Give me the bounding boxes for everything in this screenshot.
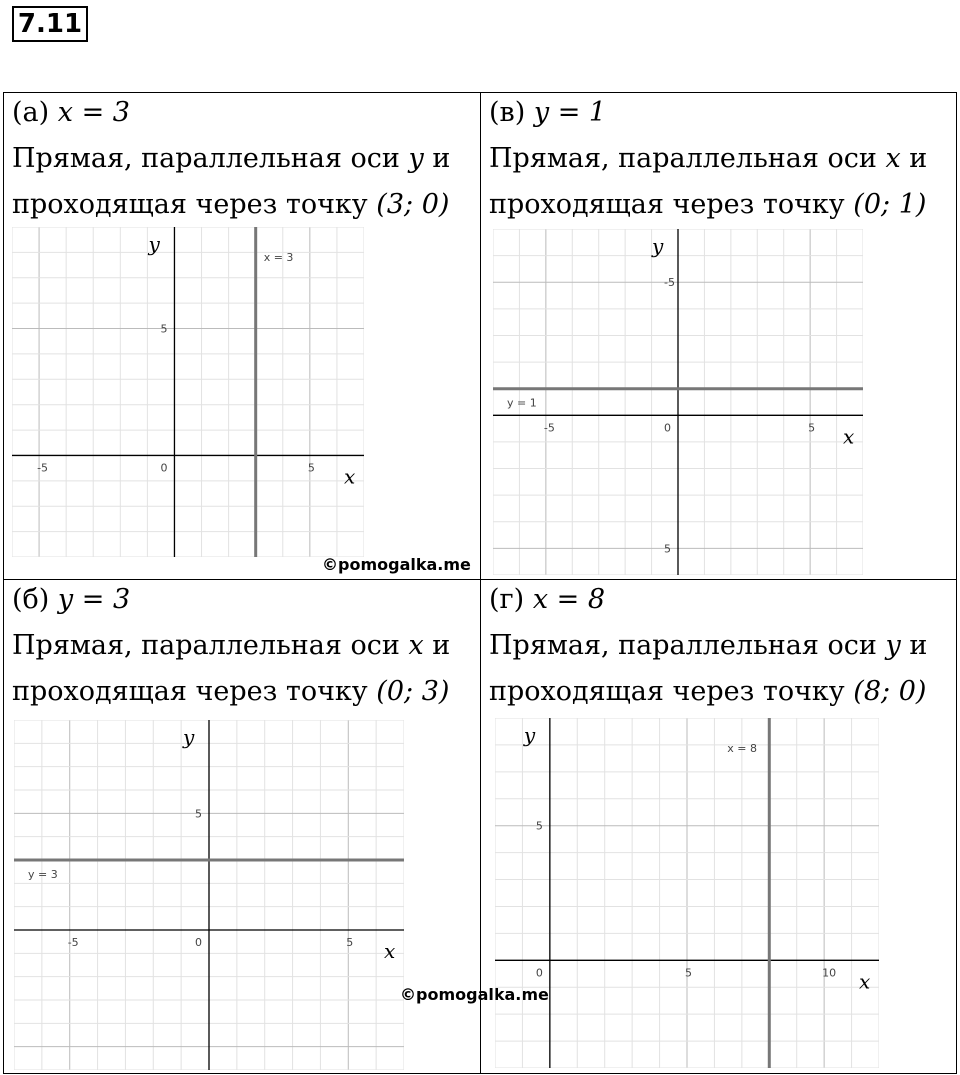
desc-text: Прямая, параллельная оси [12,143,400,174]
cell-v [481,93,956,579]
x-tick-label: 5 [808,421,816,435]
cell-g-header [489,584,605,615]
axis-word: x [885,143,901,174]
cell-b [4,580,549,1073]
watermark: ©pomogalka.me [400,985,549,1004]
x-tick-label: -5 [67,936,79,949]
cell-v-header [489,97,606,128]
y-axis-label: y [523,723,536,747]
desc-conj: и [909,630,928,661]
cell-g [481,580,956,1073]
point-coords: (3; 0) [376,189,450,220]
x-tick-label: 0 [160,461,168,475]
watermark: ©pomogalka.me [322,555,471,574]
x-tick-label: 5 [307,461,315,475]
y-tick-label: 5 [195,807,202,821]
graph-line-label: x = 8 [727,742,758,755]
desc-text: Прямая, параллельная оси [489,630,877,661]
x-axis-label: x [859,969,871,994]
cell-a [4,93,480,579]
desc-text: Прямая, параллельная оси [12,630,400,661]
desc-text: проходящая через точку [12,676,368,707]
desc-conj: и [432,143,451,174]
cell-a-header [12,97,130,128]
cell-b-desc1 [12,630,450,661]
y-tick-label: -5 [664,276,675,290]
desc-text: проходящая через точку [489,189,845,220]
cell-v-desc1 [489,143,927,174]
x-tick-label: 0 [535,966,543,980]
graph-line-label: y = 3 [28,868,58,881]
axis-word: x [408,630,424,661]
x-axis-label: x [843,424,855,449]
point-coords: (0; 1) [853,189,927,220]
graph-line-label: y = 1 [507,396,537,410]
axis-word: y [885,630,901,661]
x-axis-label: x [384,939,396,963]
x-tick-label: -5 [543,421,555,435]
x-tick-label: 0 [664,421,671,435]
x-tick-label: 5 [346,936,354,949]
cell-a-desc2 [12,189,449,220]
y-tick-label: 5 [664,542,671,556]
cell-g-label: (г) [489,584,525,615]
x-axis-label: x [344,464,356,489]
cell-b-equation: y = 3 [57,584,131,615]
cell-a-desc1 [12,143,450,174]
cell-v-equation: y = 1 [533,97,607,128]
plot-v [493,229,863,575]
cell-b-header [12,584,130,615]
plot-g [495,718,879,1068]
cell-a-label: (а) [12,97,50,128]
y-axis-label: y [148,232,160,256]
desc-text: Прямая, параллельная оси [489,143,877,174]
cell-g-equation: x = 8 [532,584,606,615]
point-coords: (0; 3) [376,676,450,707]
cell-g-desc2 [489,676,926,707]
problem-number: 7.11 [12,6,88,42]
plot-b [14,720,404,1070]
plot-a [12,227,364,557]
desc-conj: и [909,143,928,174]
desc-text: проходящая через точку [489,676,845,707]
cell-g-desc1 [489,630,927,661]
y-tick-label: 5 [160,322,168,336]
cell-a-equation: x = 3 [57,97,130,128]
x-tick-label: 0 [195,936,202,949]
cell-v-label: (в) [489,97,526,128]
desc-conj: и [432,630,451,661]
graph-line-label: x = 3 [263,251,294,264]
x-tick-label: -5 [37,461,49,475]
y-tick-label: 5 [535,819,543,833]
cell-b-label: (б) [12,584,50,615]
cell-v-desc2 [489,189,926,220]
desc-text: проходящая через точку [12,189,368,220]
x-tick-label: 5 [685,966,692,980]
x-tick-label: 10 [822,966,837,980]
solution-table [3,92,957,1074]
y-axis-label: y [183,725,195,749]
point-coords: (8; 0) [853,676,927,707]
cell-b-desc2 [12,676,449,707]
y-axis-label: y [652,234,664,258]
axis-word: y [408,143,424,174]
